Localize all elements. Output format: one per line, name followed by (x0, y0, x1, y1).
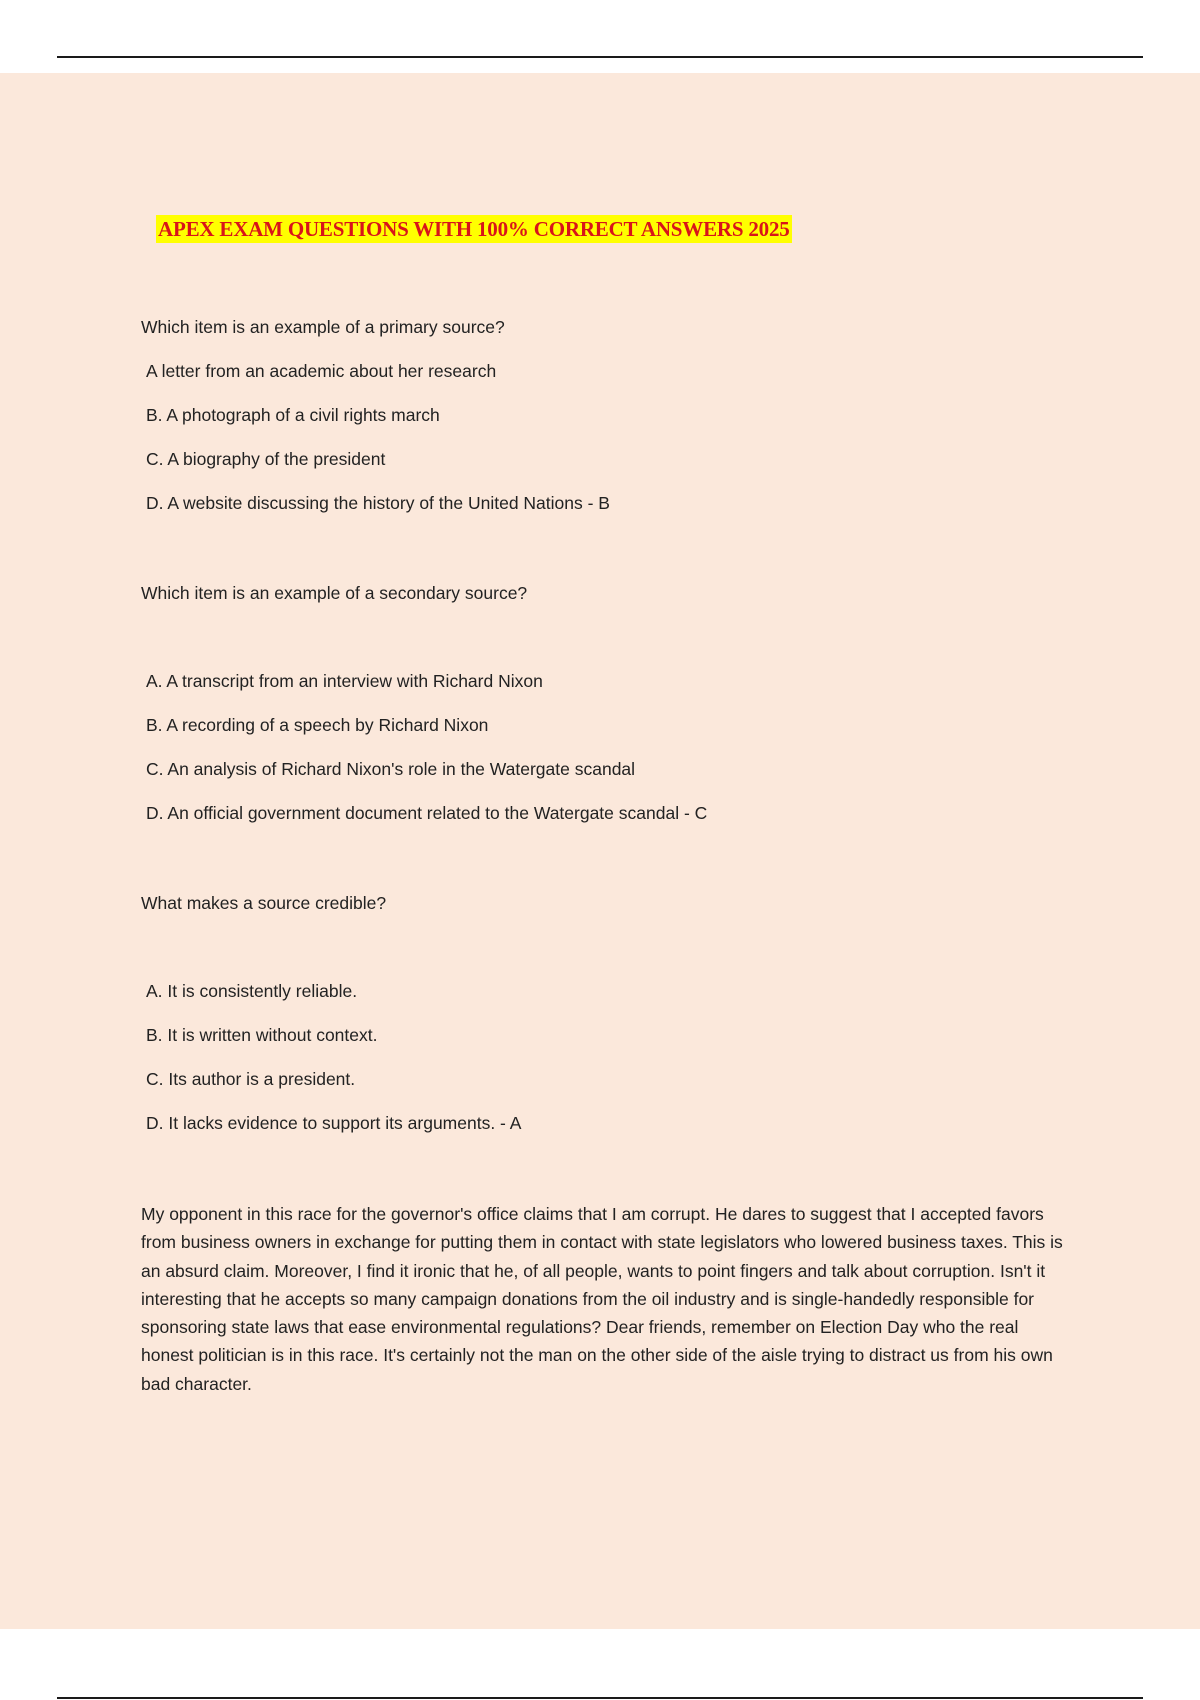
answer-option: D. It lacks evidence to support its arguments. - A (146, 1113, 522, 1133)
answer-option: A. A transcript from an interview with Richard Nixon (146, 671, 543, 691)
document-title: APEX EXAM QUESTIONS WITH 100% CORRECT ANSWERS 2025 (158, 217, 790, 241)
top-rule (57, 56, 1143, 58)
answer-option: C. Its author is a president. (146, 1069, 356, 1089)
answer-option: D. A website discussing the history of the United Nations - B (146, 493, 610, 513)
question-block-3 (141, 893, 521, 1133)
answer-option: A letter from an academic about her research (146, 361, 497, 381)
question-prompt: Which item is an example of a secondary source? (141, 583, 528, 603)
question-block-2 (141, 583, 707, 823)
question-prompt: Which item is an example of a primary source? (141, 317, 505, 337)
answer-option: A. It is consistently reliable. (146, 981, 358, 1001)
document-page (0, 73, 1200, 1629)
answer-option: D. An official government document related to the Watergate scandal - C (146, 803, 708, 823)
bottom-rule (57, 1697, 1143, 1699)
answer-option: B. A recording of a speech by Richard Nixon (146, 715, 489, 735)
answer-option: C. A biography of the president (146, 449, 386, 469)
question-block-1 (141, 317, 610, 513)
answer-option: B. A photograph of a civil rights march (146, 405, 440, 425)
answer-option: B. It is written without context. (146, 1025, 378, 1045)
passage-paragraph: My opponent in this race for the governor's office claims that I am corrupt. He dares to suggest that I accepted favors from business owners in exchange for putting them in contact with state legislators who lowered business taxes. This is an absurd claim. Moreover, I find it ironic that he, of all people, wants to point fingers and talk about corruption. Isn't it interesting that he accepts so many campaign donations from the oil industry and is single-handedly responsible for sponsoring state laws that ease environmental regulations? Dear friends, remember on Election Day who the real honest politician is in this race. It's certainly not the man on the other side of the aisle trying to distract us from his own bad character. (141, 1204, 1063, 1394)
answer-option: C. An analysis of Richard Nixon's role in the Watergate scandal (146, 759, 636, 779)
question-prompt: What makes a source credible? (141, 893, 387, 913)
